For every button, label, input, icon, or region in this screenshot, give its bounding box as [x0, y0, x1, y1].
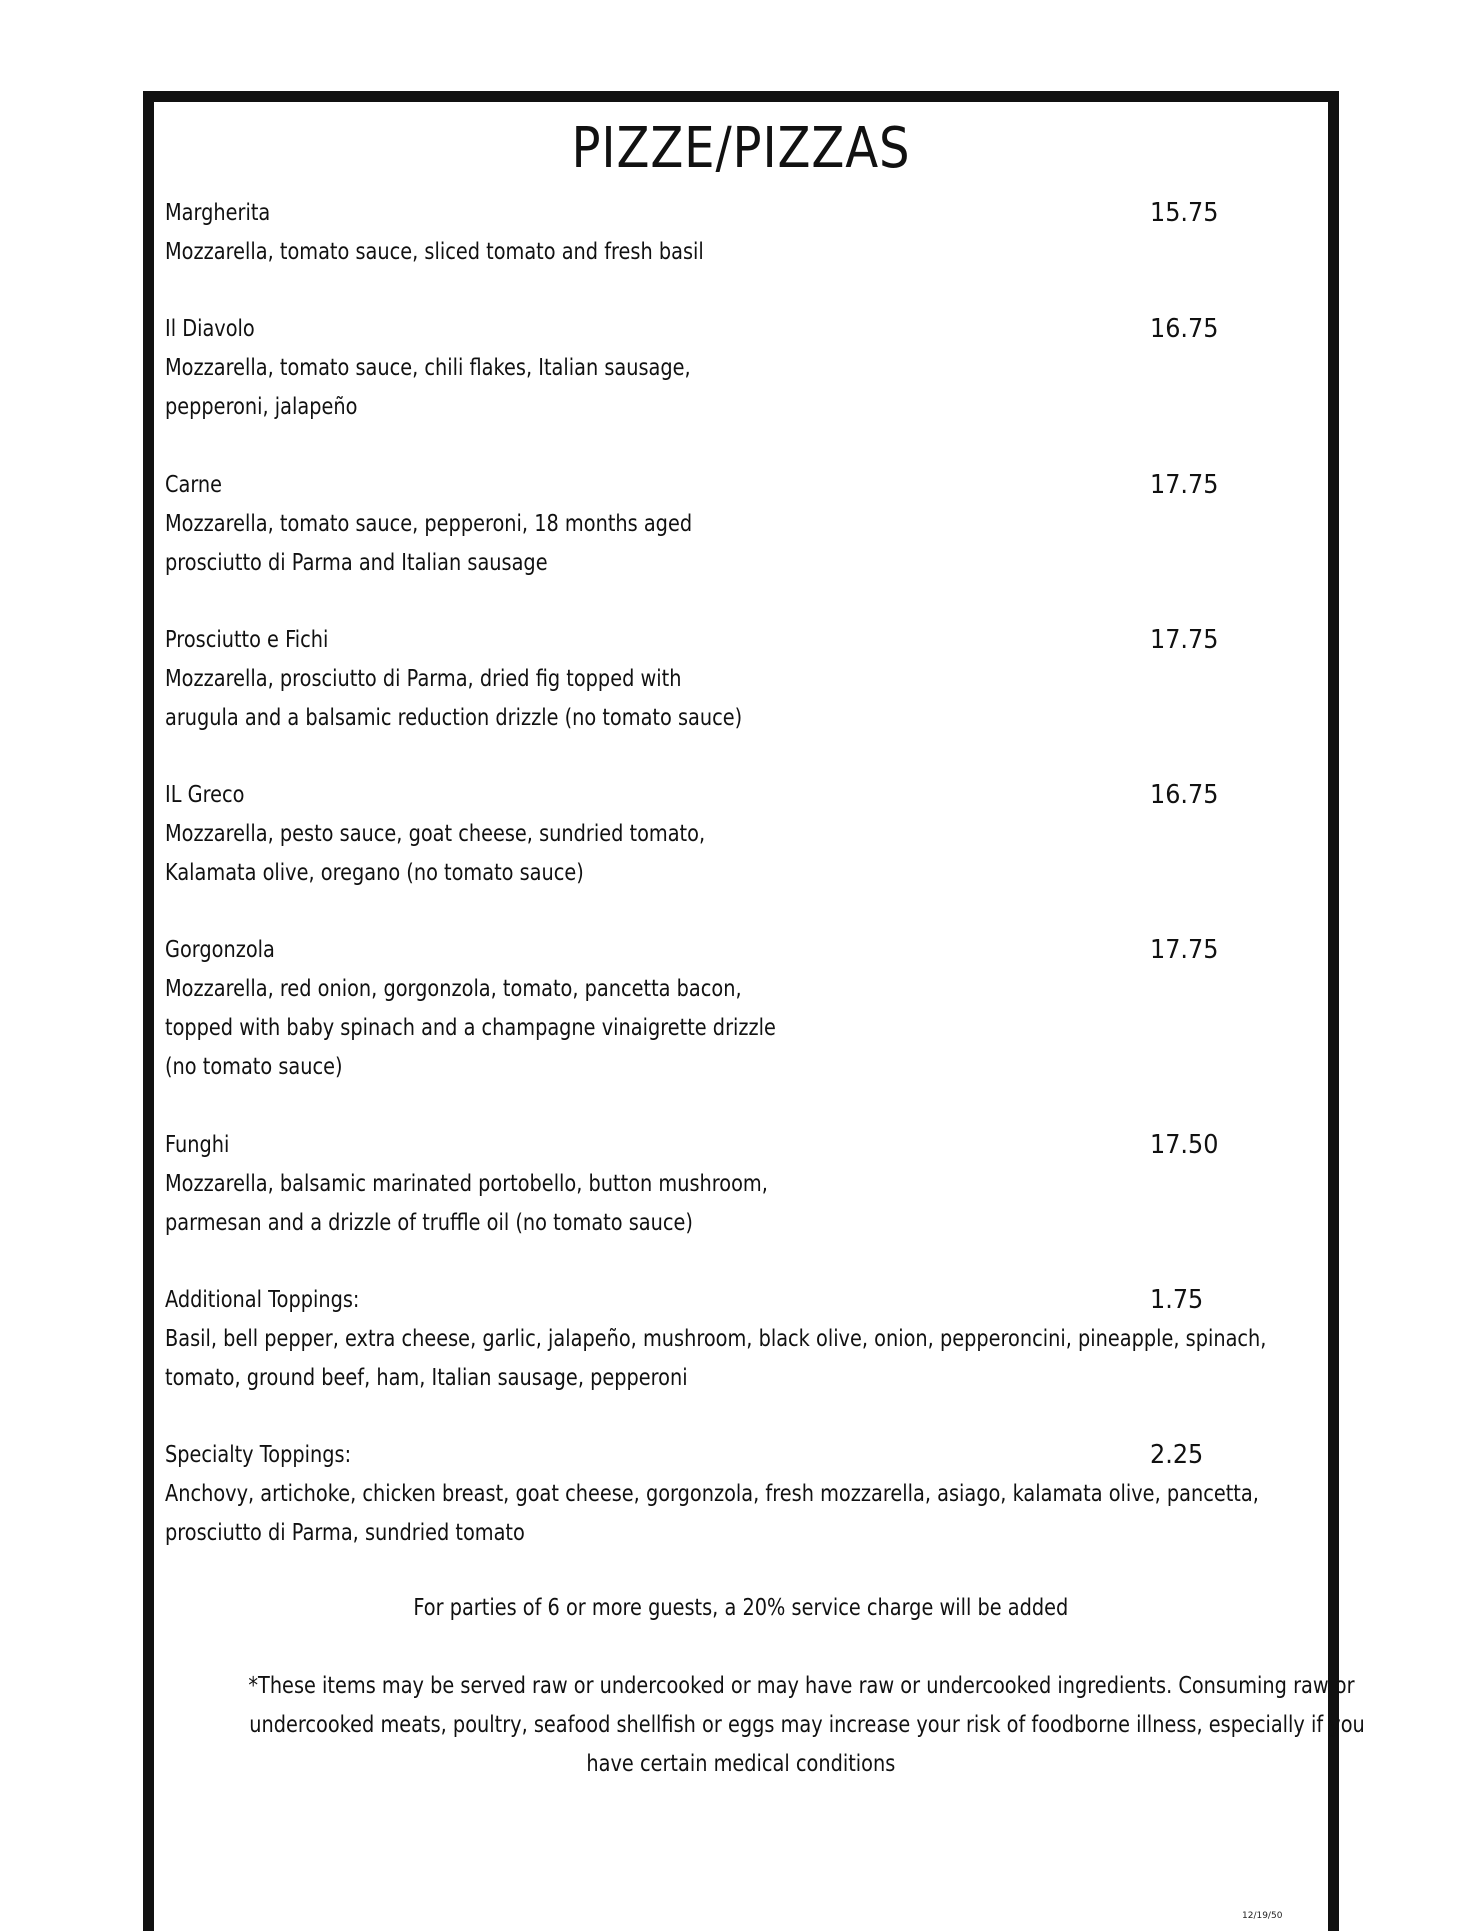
menu-item-carne [165, 466, 1285, 583]
menu-item-prosciutto-e-fichi [165, 621, 1285, 738]
item-price: 16.75 [1150, 780, 1219, 810]
item-name: Prosciutto e Fichi [165, 627, 329, 653]
menu-item-specialty-toppings [165, 1436, 1285, 1553]
item-name: Additional Toppings: [165, 1287, 360, 1313]
item-price: 16.75 [1150, 314, 1219, 344]
advisory-line: have certain medical conditions [586, 1751, 896, 1777]
service-charge-text: For parties of 6 or more guests, a 20% service charge will be added [413, 1595, 1069, 1621]
menu-item-il-greco [165, 776, 1285, 893]
item-description: arugula and a balsamic reduction drizzle (no tomato sauce) [165, 705, 743, 731]
item-description: topped with baby spinach and a champagne vinaigrette drizzle [165, 1015, 776, 1041]
item-description: Mozzarella, balsamic marinated portobello, button mushroom, [165, 1171, 768, 1197]
menu-item-additional-toppings [165, 1281, 1285, 1398]
menu-item-gorgonzola [165, 931, 1285, 1087]
item-name: Margherita [165, 200, 271, 226]
advisory-line: *These items may be served raw or undercooked or may have raw or undercooked ingredients. Consuming raw or [248, 1673, 1355, 1699]
item-description: Basil, bell pepper, extra cheese, garlic, jalapeño, mushroom, black olive, onion, pepperoncini, pineapple, spinach, [165, 1326, 1267, 1352]
menu-item-il-diavolo [165, 310, 1285, 427]
service-charge-note [143, 1589, 1339, 1628]
menu-item-margherita [165, 194, 1285, 272]
item-price: 17.75 [1150, 470, 1219, 500]
menu-item-funghi [165, 1126, 1285, 1243]
item-name: Il Diavolo [165, 316, 255, 342]
item-description: parmesan and a drizzle of truffle oil (no tomato sauce) [165, 1210, 693, 1236]
item-description: Mozzarella, tomato sauce, pepperoni, 18 months aged [165, 511, 693, 537]
page-title: PIZZE/PIZZAS [571, 116, 911, 181]
item-description: tomato, ground beef, ham, Italian sausage, pepperoni [165, 1365, 688, 1391]
item-name: Carne [165, 472, 223, 498]
item-name: IL Greco [165, 782, 245, 808]
item-name: Specialty Toppings: [165, 1442, 352, 1468]
item-description: Mozzarella, prosciutto di Parma, dried fig topped with [165, 666, 682, 692]
advisory-line: undercooked meats, poultry, seafood shellfish or eggs may increase your risk of foodborne illness, especially if you [249, 1712, 1365, 1738]
item-description: (no tomato sauce) [165, 1054, 343, 1080]
item-description: Mozzarella, pesto sauce, goat cheese, sundried tomato, [165, 821, 706, 847]
item-name: Gorgonzola [165, 937, 275, 963]
item-description: Anchovy, artichoke, chicken breast, goat cheese, gorgonzola, fresh mozzarella, asiago, kalamata olive, pancetta, [165, 1481, 1259, 1507]
item-description: Mozzarella, tomato sauce, chili flakes, Italian sausage, [165, 355, 691, 381]
item-price: 2.25 [1150, 1440, 1204, 1470]
item-description: Mozzarella, tomato sauce, sliced tomato and fresh basil [165, 239, 704, 265]
item-name: Funghi [165, 1132, 230, 1158]
item-price: 17.75 [1150, 625, 1219, 655]
item-price: 15.75 [1150, 198, 1219, 228]
item-price: 17.50 [1150, 1130, 1219, 1160]
item-description: prosciutto di Parma, sundried tomato [165, 1520, 525, 1546]
date-code: 12/19/50 [1242, 1911, 1283, 1921]
item-price: 17.75 [1150, 935, 1219, 965]
item-description: Mozzarella, red onion, gorgonzola, tomato, pancetta bacon, [165, 976, 742, 1002]
food-advisory [143, 1667, 1365, 1784]
item-price: 1.75 [1150, 1285, 1204, 1315]
item-description: Kalamata olive, oregano (no tomato sauce) [165, 860, 584, 886]
item-description: pepperoni, jalapeño [165, 394, 358, 420]
item-description: prosciutto di Parma and Italian sausage [165, 550, 548, 576]
